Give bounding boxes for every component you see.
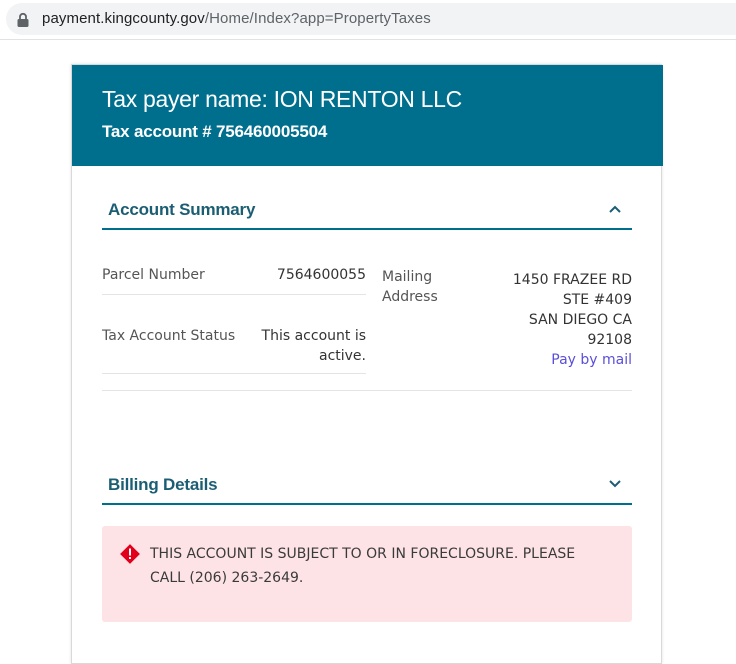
warning-diamond-icon bbox=[119, 543, 141, 565]
url-host: payment.kingcounty.gov bbox=[42, 10, 205, 27]
chevron-up-icon bbox=[608, 204, 622, 214]
divider bbox=[102, 294, 366, 295]
status-line-1: This account is bbox=[261, 328, 366, 344]
tax-account-status-value bbox=[236, 326, 366, 366]
tax-account-status-label: Tax Account Status bbox=[102, 328, 236, 344]
tax-account-number: Tax account # 756460005504 bbox=[102, 122, 328, 141]
alert-line-1: THIS ACCOUNT IS SUBJECT TO OR IN FORECLOSURE. PLEASE bbox=[150, 546, 576, 562]
mailing-label-line-1: Mailing bbox=[382, 269, 433, 285]
parcel-number-value: 7564600055 bbox=[276, 267, 366, 283]
card-header bbox=[72, 65, 663, 166]
status-line-2: active. bbox=[318, 348, 366, 364]
billing-details-toggle[interactable] bbox=[102, 465, 632, 505]
address-line-1: 1450 FRAZEE RD bbox=[512, 272, 632, 288]
account-card bbox=[71, 64, 662, 664]
section-divider bbox=[102, 390, 632, 391]
alert-message bbox=[150, 542, 620, 590]
payer-name: Tax payer name: ION RENTON LLC bbox=[102, 86, 462, 112]
lock-icon[interactable] bbox=[16, 12, 30, 28]
parcel-number-label: Parcel Number bbox=[102, 267, 205, 283]
browser-address-bar[interactable] bbox=[0, 0, 736, 40]
foreclosure-alert bbox=[102, 526, 632, 622]
address-line-3: SAN DIEGO CA bbox=[528, 312, 632, 328]
url-path: /Home/Index?app=PropertyTaxes bbox=[204, 10, 431, 27]
account-summary-toggle[interactable] bbox=[102, 190, 632, 230]
account-summary-title: Account Summary bbox=[108, 200, 256, 219]
url-text[interactable] bbox=[42, 10, 431, 27]
address-line-4: 92108 bbox=[587, 332, 632, 348]
alert-line-2: CALL (206) 263-2649. bbox=[150, 570, 304, 586]
billing-details-title: Billing Details bbox=[108, 475, 218, 494]
chevron-down-icon bbox=[608, 479, 622, 489]
mailing-label-line-2: Address bbox=[382, 289, 438, 305]
mailing-address-label bbox=[382, 267, 438, 307]
pay-by-mail-link[interactable]: Pay by mail bbox=[551, 352, 632, 368]
mailing-address-value bbox=[472, 270, 632, 370]
divider bbox=[102, 373, 366, 374]
address-line-2: STE #409 bbox=[562, 292, 632, 308]
